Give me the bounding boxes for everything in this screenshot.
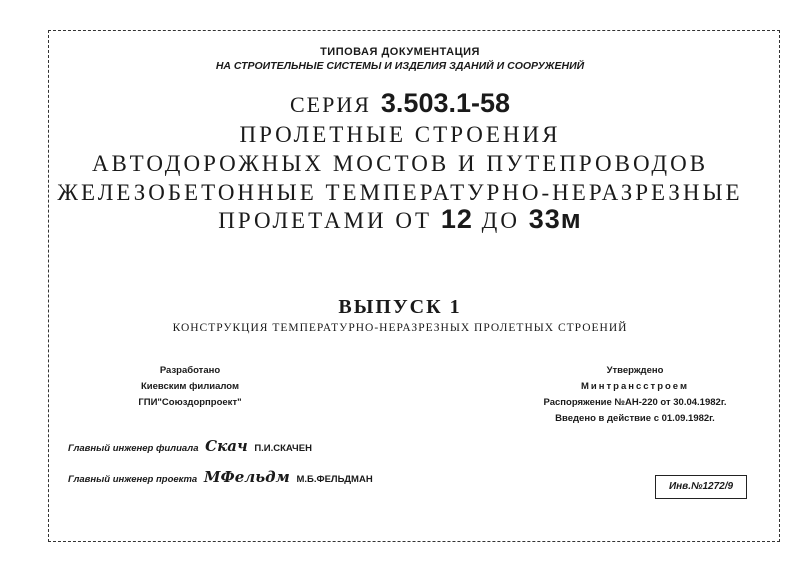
project-engineer-name: М.Б.ФЕЛЬДМАН: [296, 474, 373, 485]
header-line-2: НА СТРОИТЕЛЬНЫЕ СИСТЕМЫ И ИЗДЕЛИЯ ЗДАНИЙ И СООРУЖЕНИЙ: [215, 60, 585, 72]
issue-subtitle: КОНСТРУКЦИЯ ТЕМПЕРАТУРНО-НЕРАЗРЕЗНЫХ ПРОЛЕТНЫХ СТРОЕНИЙ: [172, 322, 628, 334]
title-line-2: АВТОДОРОЖНЫХ МОСТОВ И ПУТЕПРОВОДОВ: [91, 151, 709, 176]
approved-line-4: Введено в действие с 01.09.1982г.: [555, 413, 715, 424]
project-engineer-signature-line: [68, 468, 373, 486]
chief-engineer-signature-line: [68, 437, 312, 455]
chief-engineer-signature: Скач: [205, 437, 248, 455]
approved-line-2: Минтрансстроем: [581, 381, 689, 392]
approved-line-1: Утверждено: [606, 365, 664, 376]
title-line-4-prefix: ПРОЛЕТАМИ ОТ: [218, 208, 433, 233]
approved-line-3: Распоряжение №АН-220 от 30.04.1982г.: [543, 397, 727, 408]
developed-line-2: Киевским филиалом: [141, 381, 239, 392]
chief-engineer-role: Главный инженер филиала: [68, 443, 199, 454]
header-line-1: ТИПОВАЯ ДОКУМЕНТАЦИЯ: [320, 46, 480, 58]
chief-engineer-name: П.И.СКАЧЕН: [254, 443, 312, 454]
title-line-3: ЖЕЛЕЗОБЕТОННЫЕ ТЕМПЕРАТУРНО-НЕРАЗРЕЗНЫЕ: [57, 180, 743, 205]
developed-line-1: Разработано: [159, 365, 221, 376]
project-engineer-signature: МФельдм: [203, 468, 290, 486]
series-number: 3.503.1-58: [380, 88, 511, 118]
title-line-4-mid: ДО: [481, 208, 520, 233]
project-engineer-role: Главный инженер проекта: [68, 474, 198, 485]
span-to: 33м: [528, 204, 582, 234]
title-line-1: ПРОЛЕТНЫЕ СТРОЕНИЯ: [239, 122, 561, 147]
series-label: СЕРИЯ: [289, 92, 371, 117]
inventory-stamp: Инв.№1272/9: [655, 475, 747, 499]
series-title: [0, 88, 800, 119]
issue-label: ВЫПУСК 1: [338, 296, 462, 318]
span-from: 12: [440, 204, 473, 234]
title-line-4: [0, 204, 800, 235]
developed-line-3: ГПИ"Союздорпроект": [138, 397, 242, 408]
